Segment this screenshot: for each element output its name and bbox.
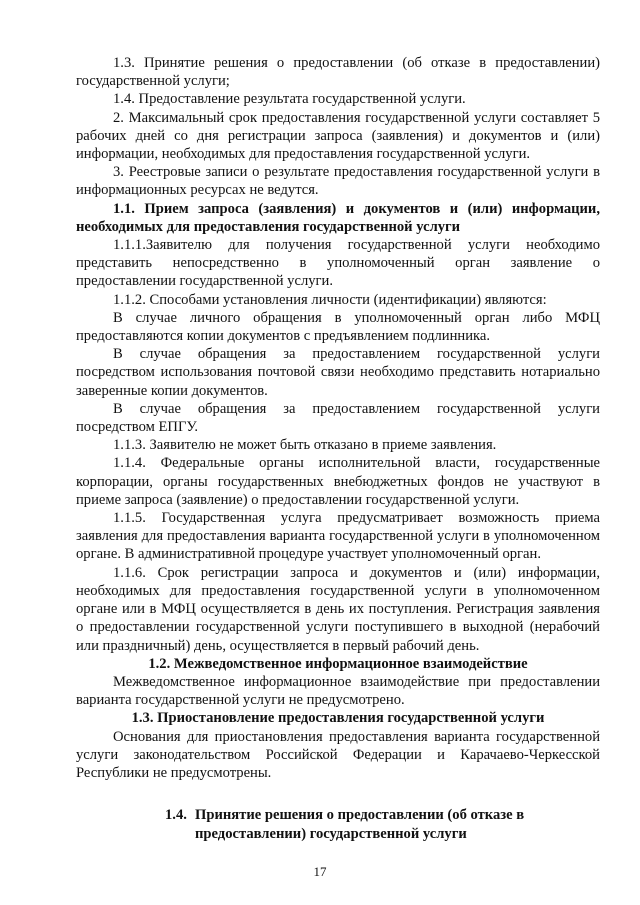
paragraph: 1.4. Предоставление результата государственной услуги. xyxy=(113,91,466,108)
heading-number: 1.4. xyxy=(165,807,187,823)
paragraph: Основания для приостановления предоставления варианта государственной услуги законодательством Российской Федерации и Карачаево-Черкесской Республики не предусмотрены. xyxy=(76,728,600,781)
paragraph: 1.1.5. Государственная услуга предусматривает возможность приема заявления для предоставления варианта государственной услуги в уполномоченном органе. В административной процедуре участвует уполномоченный орган. xyxy=(76,510,600,563)
paragraph: 1.1.6. Срок регистрации запроса и документов и (или) информации, необходимых для предоставления государственной услуги в уполномоченном органе или в МФЦ осуществляется в день их поступления. Регистрация заявления о предоставлении государственной услуги поступившего в выходной (нерабочий или праздничный) день, осуществляется в первый рабочий день. xyxy=(76,564,600,654)
paragraph: Межведомственное информационное взаимодействие при предоставлении варианта государственной услуги не предусмотрено. xyxy=(76,673,600,709)
paragraph: В случае обращения за предоставлением государственной услуги посредством ЕПГУ. xyxy=(76,400,600,436)
section-heading: 1.1. Прием запроса (заявления) и документов и (или) информации, необходимых для предоставления государственной услуги xyxy=(76,200,600,235)
paragraph: 1.1.1.Заявителю для получения государственной услуги необходимо представить непосредственно в уполномоченный орган заявление о предоставлении государственной услуги. xyxy=(76,237,600,290)
paragraph: 2. Максимальный срок предоставления государственной услуги составляет 5 рабочих дней со дня регистрации запроса (заявления) и документов и (или) информации, необходимых для предоставления государственной услуги. xyxy=(76,109,600,163)
paragraph: 1.1.2. Способами установления личности (идентификации) являются: xyxy=(113,291,547,308)
paragraph: 1.1.3. Заявителю не может быть отказано в приеме заявления. xyxy=(113,437,497,454)
paragraph: В случае личного обращения в уполномоченный орган либо МФЦ предоставляются копии документов с предъявлением подлинника. xyxy=(76,309,600,345)
paragraph: 1.3. Принятие решения о предоставлении (об отказе в предоставлении) государственной услуги; xyxy=(76,55,600,90)
page-number: 17 xyxy=(313,864,327,879)
section-heading: 1.3. Приостановление предоставления государственной услуги xyxy=(131,710,545,727)
document-body xyxy=(76,54,600,782)
paragraph: 3. Реестровые записи о результате предоставления государственной услуги в информационных ресурсах не ведутся. xyxy=(76,164,600,199)
final-section-heading xyxy=(165,806,585,844)
heading-line: предоставлении) государственной услуги xyxy=(195,826,467,842)
section-heading: 1.2. Межведомственное информационное взаимодействие xyxy=(148,655,528,672)
heading-line: Принятие решения о предоставлении (об отказе в xyxy=(195,807,525,823)
paragraph: 1.1.4. Федеральные органы исполнительной власти, государственные корпорации, органы государственных внебюджетных фондов не участвуют в приеме запроса (заявление) о предоставлении государственной услуги. xyxy=(76,455,600,508)
paragraph: В случае обращения за предоставлением государственной услуги посредством использования почтовой связи необходимо представить нотариально заверенные копии документов. xyxy=(76,346,600,399)
